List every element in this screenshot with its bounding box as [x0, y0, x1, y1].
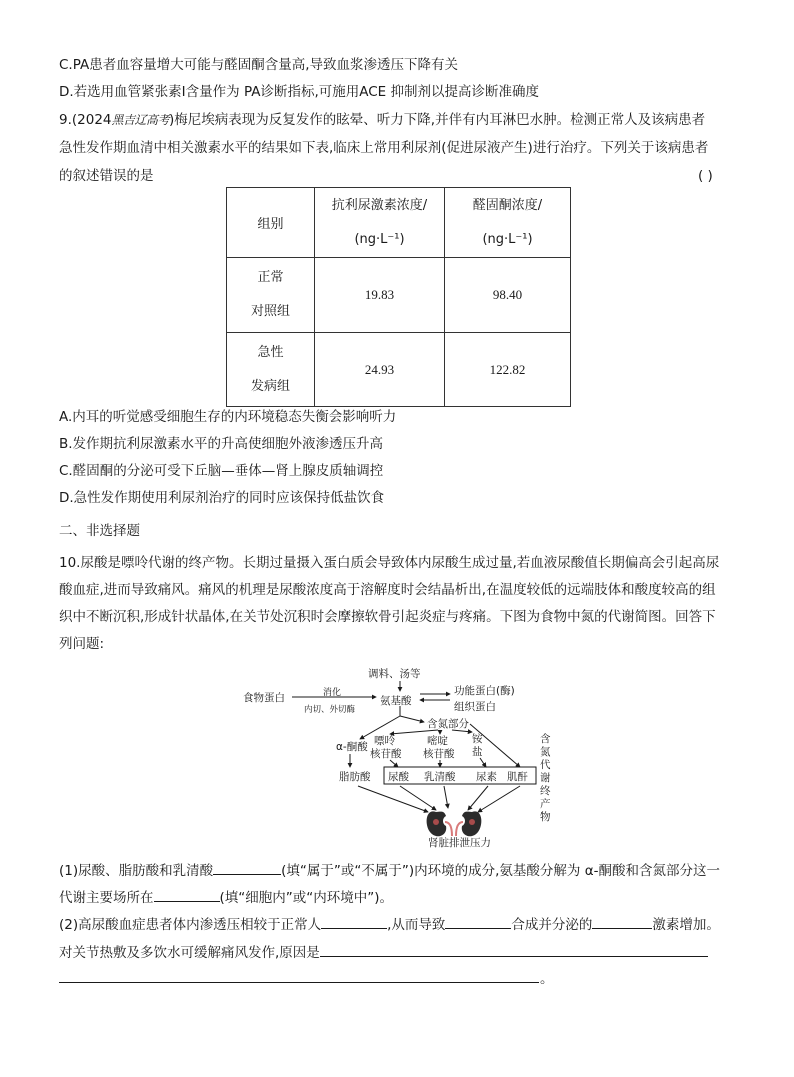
enzyme-label: 内切、外切酶	[304, 705, 356, 715]
q8-option-c: C.PA患者血容量增大可能与醛固酮含量高,导致血浆渗透压下降有关	[59, 57, 459, 73]
group-line-1: 急性	[257, 344, 284, 360]
q9-option-a: A.内耳的听觉感受细胞生存的内环境稳态失衡会影响听力	[59, 409, 397, 425]
row-adh-value: 24.93	[315, 333, 445, 407]
answer-blank-1[interactable]	[213, 860, 281, 875]
answer-blank-4[interactable]	[445, 914, 511, 929]
end-products-char: 终	[540, 785, 551, 797]
q10-sub2-a: (2)高尿酸血症患者体内渗透压相较于正常人	[59, 917, 322, 933]
header-adh	[315, 188, 445, 258]
q9-stem-line-3: 的叙述错误的是	[59, 168, 154, 184]
food-protein-label: 食物蛋白	[243, 692, 285, 704]
header-ald-title: 醛固酮浓度/	[472, 197, 543, 213]
tissue-protein-label: 组织蛋白	[454, 701, 496, 713]
lactic-to-kidney-arrow	[444, 786, 448, 808]
purine-to-uric-arrow	[390, 760, 398, 767]
urea-label: 尿素	[476, 771, 497, 783]
q10-stem-4: 列问题:	[59, 636, 105, 652]
digest-label: 消化	[323, 688, 342, 698]
purine-label-1: 嘌呤	[374, 735, 395, 747]
fatty-to-kidney-arrow	[358, 786, 428, 812]
table-header-row	[227, 188, 571, 258]
q9-source-tag: 黑吉辽高考	[111, 113, 170, 127]
pyrimidine-label-1: 嘧啶	[427, 735, 448, 747]
q10-sub1-line-1	[59, 860, 720, 881]
q10-sub2-line-2	[59, 942, 708, 963]
q9-number: 9.(2024	[59, 112, 112, 128]
q9-answer-paren: ( )	[698, 168, 713, 184]
q10-stem-2: 酸血症,进而导致痛风。痛风的机理是尿酸浓度高于溶解度时会结晶析出,在温度较低的远端肢体和酸度较高的组	[59, 582, 716, 598]
end-products-char: 物	[540, 811, 551, 823]
purine-label-2: 核苷酸	[370, 748, 402, 760]
nitrogen-part-label: 含氮部分	[427, 718, 469, 730]
section-title: 二、非选择题	[59, 523, 140, 539]
amino-acid-label: 氨基酸	[380, 695, 412, 707]
q9-option-c: C.醛固酮的分泌可受下丘脑—垂体—肾上腺皮质轴调控	[59, 463, 384, 479]
group-line-2: 发病组	[250, 378, 290, 394]
uric-acid-label: 尿酸	[388, 771, 409, 783]
q10-sub2-e: 对关节热敷及多饮水可缓解痛风发作,原因是	[59, 945, 320, 961]
q10-sub2-b: ,从而导致	[387, 917, 446, 933]
q10-sub2-end: 。	[540, 971, 554, 987]
q10-sub2-line-1	[59, 914, 720, 935]
to-nitrogen-arrow	[400, 716, 424, 722]
hormone-table	[226, 187, 571, 407]
row-adh-value: 19.83	[315, 258, 445, 333]
creatinine-label: 肌酐	[507, 771, 528, 783]
ammonium-label-1: 铵	[472, 733, 483, 745]
q10-sub1-a: (1)尿酸、脂肪酸和乳清酸	[59, 863, 214, 879]
q10-sub2-c: 合成并分泌的	[511, 917, 593, 933]
group-line-2: 对照组	[250, 304, 290, 319]
row-ald-value: 122.82	[445, 333, 571, 407]
end-products-label	[540, 732, 551, 823]
q10-sub1-line-2	[59, 887, 393, 908]
q9-stem-line-1	[59, 110, 705, 130]
q9-stem-1: )梅尼埃病表现为反复发作的眩晕、听力下降,并伴有内耳淋巴水肿。检测正常人及该病患者	[169, 112, 706, 128]
end-products-char: 含	[540, 733, 551, 745]
answer-blank-6[interactable]	[320, 942, 708, 957]
q9-option-b: B.发作期抗利尿激素水平的升高使细胞外液渗透压升高	[59, 436, 384, 452]
header-adh-unit: (ng·L⁻¹)	[354, 231, 405, 247]
functional-protein-label: 功能蛋白(酶)	[454, 685, 515, 697]
pyrimidine-label-2: 核苷酸	[423, 748, 455, 760]
q10-sub1-b: (填“属于”或“不属于”)内环境的成分,氨基酸分解为 α-酮酸和含氮部分这一	[281, 863, 720, 879]
table-row	[227, 258, 571, 333]
to-purine-arrow	[390, 730, 438, 734]
fatty-acid-label: 脂肪酸	[339, 771, 371, 783]
keto-acid-label: α-酮酸	[336, 741, 368, 753]
row-group	[227, 258, 315, 333]
answer-blank-3[interactable]	[321, 914, 387, 929]
q8-option-d: D.若选用血管紧张素Ⅰ含量作为 PA诊断指标,可施用ACE 抑制剂以提高诊断准确度	[59, 84, 540, 100]
group-line-1: 正常	[257, 270, 284, 285]
q10-stem-3: 织中不断沉积,形成针状晶体,在关节处沉积时会摩擦软骨引起炎症与疼痛。下图为食物中氮的代谢简图。回答下	[59, 609, 716, 625]
nitrogen-metabolism-diagram	[240, 664, 570, 854]
row-group	[227, 333, 315, 407]
end-products-char: 产	[540, 798, 551, 810]
ammonium-label-2: 盐	[472, 746, 483, 758]
answer-blank-7[interactable]	[59, 981, 539, 983]
header-group: 组别	[227, 188, 315, 258]
q9-stem-line-2: 急性发作期血清中相关激素水平的结果如下表,临床上常用利尿剂(促进尿液产生)进行治疗。下列关于该病患者	[59, 140, 709, 156]
table-row	[227, 333, 571, 407]
urea-to-kidney-arrow	[468, 786, 488, 810]
ammonium-to-urea-arrow	[480, 758, 486, 767]
to-ammonium-arrow	[452, 730, 472, 732]
kidney-icon	[427, 811, 482, 836]
header-ald-unit: (ng·L⁻¹)	[482, 231, 533, 247]
answer-blank-5[interactable]	[592, 914, 652, 929]
end-products-char: 谢	[540, 772, 551, 784]
q9-option-d: D.急性发作期使用利尿剂治疗的同时应该保持低盐饮食	[59, 490, 385, 506]
header-adh-title: 抗利尿激素浓度/	[331, 197, 428, 213]
seasoning-label: 调料、汤等	[368, 668, 421, 680]
row-ald-value: 98.40	[445, 258, 571, 333]
uric-to-kidney-arrow	[400, 786, 436, 810]
q10-sub1-c: 代谢主要场所在	[59, 890, 154, 906]
q10-sub1-d: (填“细胞内”或“内环境中”)。	[219, 890, 394, 906]
q10-stem-1: 10.尿酸是嘌呤代谢的终产物。长期过量摄入蛋白质会导致体内尿酸生成过量,若血液尿酸值长期偏高会引起高尿	[59, 555, 720, 571]
end-products-char: 代	[540, 759, 551, 771]
q10-sub2-d: 激素增加。	[652, 917, 720, 933]
end-products-char: 氮	[540, 746, 551, 758]
kidney-caption: 肾脏排泄压力	[428, 837, 491, 849]
lactic-acid-label: 乳清酸	[424, 771, 456, 783]
answer-blank-2[interactable]	[154, 887, 220, 902]
header-ald	[445, 188, 571, 258]
